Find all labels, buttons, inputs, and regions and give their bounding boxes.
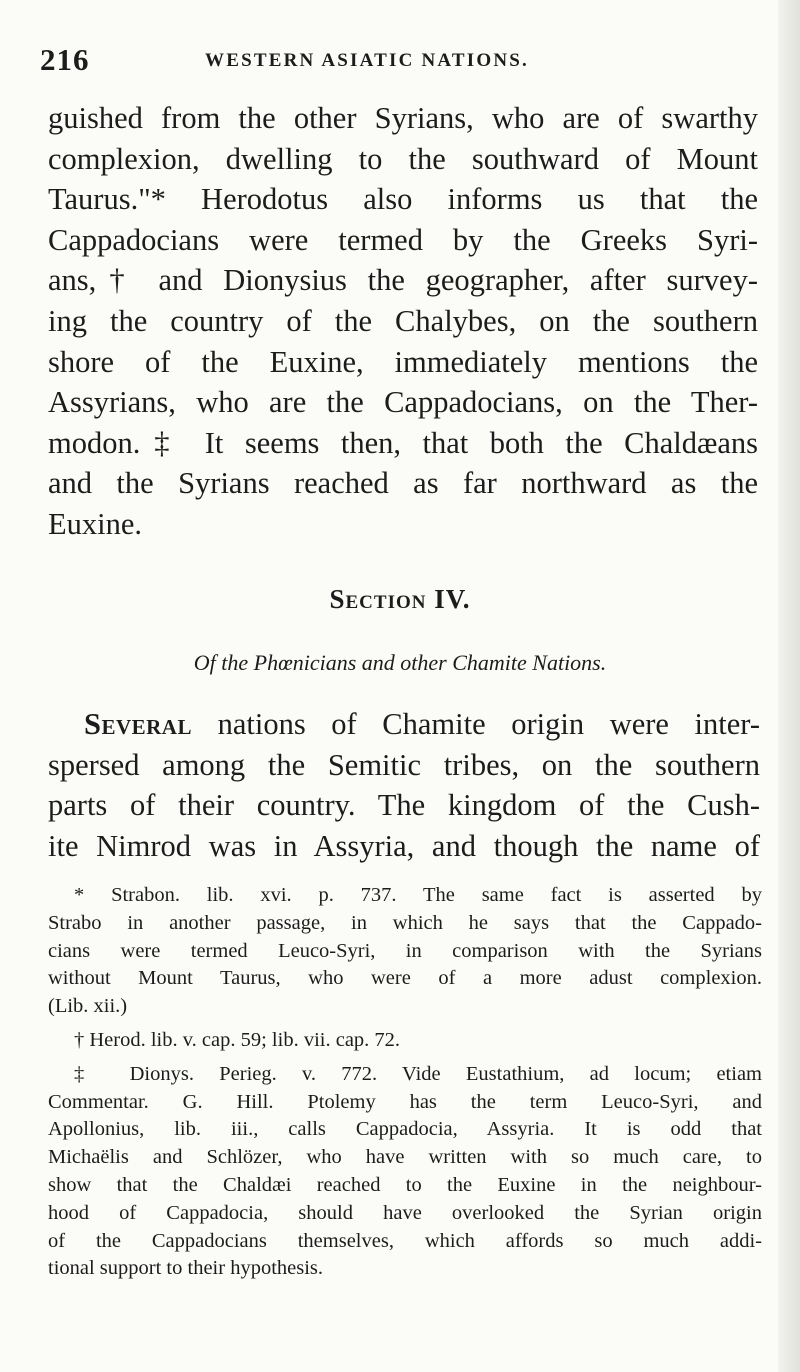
text-line: complexion, dwelling to the southward of Mount	[48, 141, 758, 176]
text-line: spersed among the Semitic tribes, on the southern	[48, 747, 760, 782]
footnote-line: Michaëlis and Schlözer, who have written with so much care, to	[48, 1146, 762, 1169]
section-heading	[0, 584, 800, 615]
text-line: parts of their country. The kingdom of the Cush-	[48, 788, 760, 823]
lead-word: Several	[84, 707, 192, 741]
text-line: ite Nimrod was in Assyria, and though the name of	[48, 828, 760, 863]
footnote-line: Commentar. G. Hill. Ptolemy has the term Leuco-Syri, and	[48, 1090, 762, 1113]
page-number: 216	[40, 42, 90, 77]
footnote-line: † Herod. lib. v. cap. 59; lib. vii. cap. 72.	[74, 1028, 401, 1051]
section-number: IV.	[434, 584, 471, 614]
footnote-line: show that the Chaldæi reached to the Euxine in the neighbour-	[48, 1173, 762, 1196]
text-line	[48, 704, 760, 745]
running-head	[40, 42, 760, 82]
footnote-line: cians were termed Leuco-Syri, in comparison with the Syrians	[48, 939, 762, 962]
main-text-block	[48, 98, 758, 545]
page-edge-shadow	[778, 0, 800, 1372]
text-line: and the Syrians reached as far northward as the	[48, 466, 758, 501]
text-line: ans,† and Dionysius the geographer, after survey-	[48, 263, 758, 298]
text-line: ing the country of the Chalybes, on the southern	[48, 303, 758, 338]
running-title: WESTERN ASIATIC NATIONS.	[205, 50, 529, 71]
text-line: shore of the Euxine, immediately mentions the	[48, 344, 758, 379]
footnote-line: Strabo in another passage, in which he says that the Cappado-	[48, 911, 762, 934]
footnote-line: hood of Cappadocia, should have overlooked the Syrian origin	[48, 1201, 762, 1224]
footnotes-block	[48, 882, 762, 1283]
text-line: modon.‡ It seems then, that both the Chaldæans	[48, 425, 758, 460]
lead-line-rest: nations of Chamite origin were inter-	[191, 707, 760, 741]
text-line: Cappadocians were termed by the Greeks Syri-	[48, 222, 758, 257]
text-line: Euxine.	[48, 506, 143, 541]
text-line: Assyrians, who are the Cappadocians, on the Ther-	[48, 385, 758, 420]
footnote-line: ‡ Dionys. Perieg. v. 772. Vide Eustathium, ad locum; etiam	[74, 1062, 762, 1085]
section-subtitle: Of the Phœnicians and other Chamite Nations.	[193, 650, 607, 675]
footnote-line: Apollonius, lib. iii., calls Cappadocia, Assyria. It is odd that	[48, 1118, 762, 1141]
footnote-line: tional support to their hypothesis.	[48, 1257, 324, 1280]
section-text-block	[48, 704, 760, 866]
text-line: guished from the other Syrians, who are of swarthy	[48, 101, 758, 135]
footnote-line: of the Cappadocians themselves, which affords so much addi-	[48, 1229, 762, 1252]
text-line: Taurus."* Herodotus also informs us that the	[48, 182, 758, 217]
footnote-line: * Strabon. lib. xvi. p. 737. The same fact is asserted by	[74, 884, 762, 906]
footnote-line: (Lib. xii.)	[48, 995, 128, 1018]
footnote-line: without Mount Taurus, who were of a more adust complexion.	[48, 967, 762, 990]
section-word: Section	[329, 584, 427, 614]
